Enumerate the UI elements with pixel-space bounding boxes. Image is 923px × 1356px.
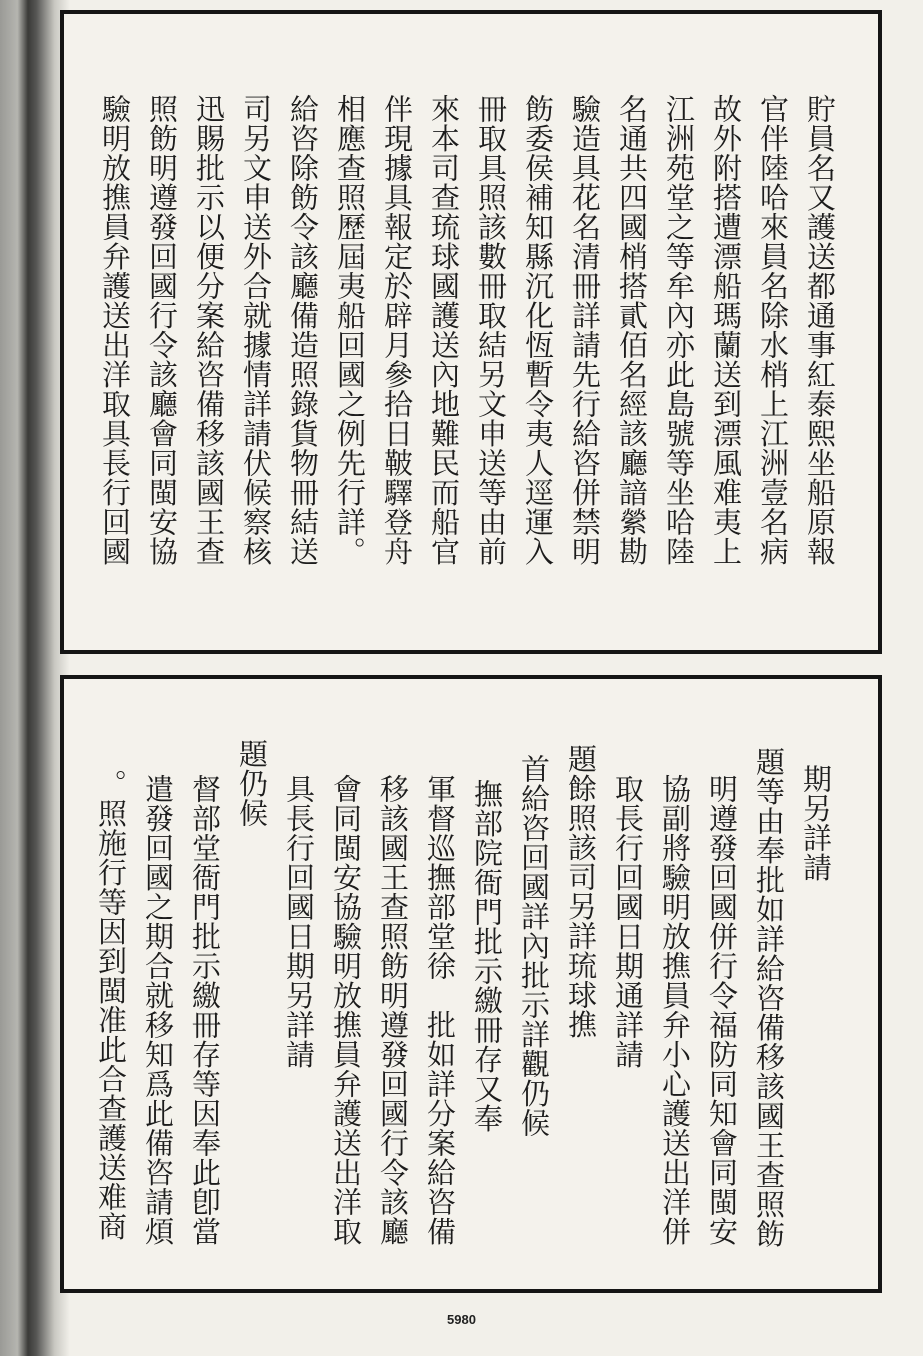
text-column: 期另詳請: [799, 764, 833, 882]
text-column: 貯員名又護送都通事紅泰熙坐船原報: [803, 94, 837, 566]
text-column: 伴現據具報定於辟月參拾日鞁驛登舟: [380, 94, 414, 566]
text-column: 具長行回國日期另詳請: [282, 774, 316, 1069]
text-column: 。照施行等因到閩准此合查護送难商: [94, 769, 128, 1241]
text-column: 相應查照歷屆夷船回國之例先行詳。: [333, 94, 367, 566]
text-column: 取長行回國日期通詳請: [611, 774, 645, 1069]
text-column: 明遵發回國併行令福防同知會同閩安: [705, 774, 739, 1246]
lower-document-panel: [60, 675, 882, 1293]
text-column: 官伴陸哈來員名除水梢上江洲壹名病: [756, 94, 790, 566]
text-column: 移該國王查照飭明遵發回國行令該廳: [376, 774, 410, 1246]
page-number: 5980: [447, 1312, 476, 1327]
text-column: 飭委侯補知縣沉化恆暫令夷人逕運入: [521, 94, 555, 566]
text-column: 遣發回國之期合就移知爲此備咨請煩: [141, 774, 175, 1246]
text-column: 題仍候: [235, 739, 269, 828]
text-column: 驗明放撨員弁護送出洋取具長行回國: [98, 94, 132, 566]
text-column: 軍督巡撫部堂徐 批如詳分案給咨備: [423, 774, 457, 1246]
text-column: 江洲苑堂之等牟內亦此島號等坐哈陸: [662, 94, 696, 566]
text-column: 冊取具照該數冊取結另文申送等由前: [474, 94, 508, 566]
text-column: 督部堂衙門批示繳冊存等因奉此卽當: [188, 774, 222, 1246]
text-column: 撫部院衙門批示繳冊存又奉: [470, 779, 504, 1133]
text-column: 首給咨回國詳內批示詳觀仍候: [517, 754, 551, 1138]
upper-document-panel: [60, 10, 882, 654]
text-column: 協副將驗明放撨員弁小心護送出洋併: [658, 774, 692, 1246]
text-column: 來本司查琉球國護送內地難民而船官: [427, 94, 461, 566]
text-column: 照飭明遵發回國行令該廳會同閩安協: [145, 94, 179, 566]
text-column: 題餘照該司另詳琉球撨: [564, 744, 598, 1039]
text-column: 給咨除飭令該廳備造照錄貨物冊結送: [286, 94, 320, 566]
text-column: 題等由奉批如詳給咨備移該國王查照飭: [752, 747, 786, 1249]
text-column: 驗造具花名清冊詳請先行給咨併禁明: [568, 94, 602, 566]
text-column: 故外附搭遭漂船瑪蘭送到漂風难夷上: [709, 94, 743, 566]
text-column: 司另文申送外合就據情詳請伏候察核: [239, 94, 273, 566]
text-column: 名通共四國梢搭貳佰名經該廳諳縈勘: [615, 94, 649, 566]
text-column: 會同閩安協驗明放撨員弁護送出洋取: [329, 774, 363, 1246]
text-column: 迅賜批示以便分案給咨備移該國王查: [192, 94, 226, 566]
